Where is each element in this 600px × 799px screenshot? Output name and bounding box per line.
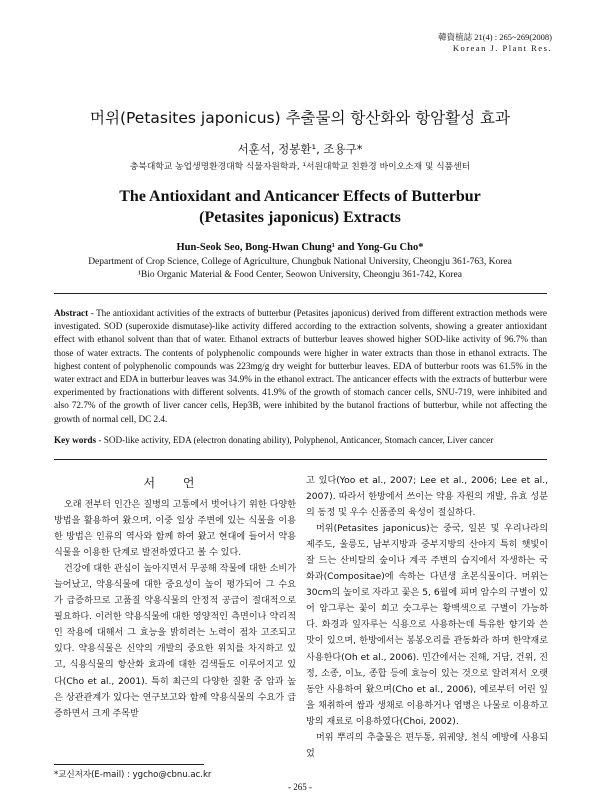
abstract-text: - The antioxidant activities of the extracts of butterbur (Petasites japonicus) derived from different extraction methods were investigated. SOD (superoxide dismutase)-like activity differed according to the extraction solvents, showing a greater antioxidant effect with ethanol solvent than that of water. Ethanol extracts of butterbur leaves showed higher SOD-like activity of 96.7% than those of water extracts. The contents of polyphenolic compounds were higher in water extracts than those in ethanol extracts. The highest content of polyphenolic compounds was 223mg/g dry weight for butterbur leaves. EDA of butterbur roots was 61.5% in the water extract and EDA in butterbur leaves was 34.9% in the ethanol extract. The anticancer effects with the extracts of butterbur were experimented by fractionations with different solvents. 41.9% of the growth of stomach cancer cells, SNU-719, were inhibited and also 72.7% of the growth of liver cancer cells, Hep3B, were inhibited by the butanol fractions of butterbur, while not affecting the growth of normal cell, DC 2.4. xyxy=(54,308,547,424)
footnote-rule xyxy=(54,764,204,765)
english-affiliation-2: ¹Bio Organic Material & Food Center, Seowon University, Cheongju 361-742, Korea xyxy=(138,270,462,280)
paragraph: 건강에 대한 관심이 높아지면서 무공해 작물에 대한 소비가 늘어났고, 약용식물에 대한 중요성이 높이 평가되어 그 수요가 급증하므로 고품질 약용식물의 안정적 공급이 절대적으로 필요하다. 이러한 약용식물에 대한 영양적인 측면이나 약리적인 작용에 대해서 그 효능을 밝히려는 노력이 점차 고조되고 있다. 약용식물은 신약의 개발의 중요한 위치를 차지하고 있고, 식용식물의 항산화 효과에 대한 검색들도 이루어지고 있다(Cho et al., 2001). 특히 최근의 다양한 질환 중 암과 높은 상관관계가 있다는 연구보고와 함께 약용식물의 수요가 급증하면서 크게 주목받 xyxy=(54,564,296,719)
paragraph: 고 있다(Yoo et al., 2007; Lee et al., 2006; Lee et al., 2007). 따라서 한방에서 쓰이는 약용 자원의 개발, 유효 성분의 동정 및 우수 신품종의 육성이 절실하다. xyxy=(306,476,548,519)
abstract-bottom-rule xyxy=(54,459,547,460)
korean-authors: 서훈석, 정봉환¹, 조용구* xyxy=(237,142,363,156)
keywords-text: - SOD-like activity, EDA (electron donating ability), Polyphenol, Anticancer, Stomach cancer, Liver cancer xyxy=(96,435,494,445)
english-affiliation-1: Department of Crop Science, College of Agriculture, Chungbuk National University, Cheongju 361-763, Korea xyxy=(88,257,512,267)
keywords xyxy=(54,434,547,447)
page-number: - 265 - xyxy=(288,782,312,792)
english-authors: Hun-Seok Seo, Bong-Hwan Chung¹ and Yong-Gu Cho* xyxy=(176,242,424,253)
paragraph: 머위(Petasites japonicus)는 중국, 일본 및 우리나라의 제주도, 울릉도, 남부지방과 중부지방의 산야지 특히 햇빛이 잘 드는 산비탈의 숲이나 계곡 주변의 습지에서 자생하는 국화과(Compositae)에 속하는 다년생 초본식물이다. 머위는 30cm의 높이로 자라고 꽃은 5, 6월에 피며 암수의 구별이 있어 암그루는 꽃이 희고 숫그루는 황백색으로 구별이 가능하다. 화경과 잎자루는 식용으로 사용하는데 특유한 향기와 쓴맛이 있으며, 한방에서는 봉봉오리를 관동화라 하며 한약재로 사용한다(Oh et al., 2006). 민간에서는 진해, 거담, 건위, 진정, 소종, 이뇨, 종합 등에 효능이 있는 것으로 알려져서 오랫동안 사용하여 왔으며(Cho et al., 2006), 예로부터 어린 잎을 채취하여 쌈과 생채로 이용하거나 엽병은 나물로 이용하고 방의 재료로 이용하였다(Choi, 2002). xyxy=(306,524,548,727)
abstract-top-rule xyxy=(54,293,547,294)
journal-citation: 韓資植誌 21(4) : 265~269(2008) xyxy=(438,32,552,42)
journal-name: Korean J. Plant Res. xyxy=(452,43,552,53)
abstract-label: Abstract xyxy=(54,308,89,318)
left-column xyxy=(54,497,296,722)
corresponding-author-footnote: *교신저자(E-mail) : ygcho@cbnu.ac.kr xyxy=(54,770,212,780)
korean-title: 머위(Petasites japonicus) 추출물의 항산화와 항암활성 효과 xyxy=(90,109,510,127)
section-title-introduction: 서 언 xyxy=(143,476,207,490)
right-column xyxy=(306,473,548,762)
english-title-line2: (Petasites japonicus) Extracts xyxy=(199,209,401,226)
korean-affiliation: 충북대학교 농업생명환경대학 식물자원학과, ¹서원대학교 친환경 바이오소재 및 식품센터 xyxy=(129,162,471,172)
paragraph: 오래 전부터 인간은 질병의 고통에서 벗어나기 위한 다양한 방법을 활용하여 왔으며, 이중 일상 주변에 있는 식물을 이용한 방법은 인류의 역사와 함께 하여 왔고 현대에 들어서 약용식물을 이용한 단계로 발전하였다고 볼 수 있다. xyxy=(54,500,296,559)
english-title-line1: The Antioxidant and Anticancer Effects of Butterbur xyxy=(119,188,481,205)
abstract xyxy=(54,307,547,426)
keywords-label: Key words xyxy=(54,435,97,445)
paragraph: 머위 뿌리의 추출물은 편두통, 위궤양, 천식 예방에 사용되었 xyxy=(306,732,548,759)
